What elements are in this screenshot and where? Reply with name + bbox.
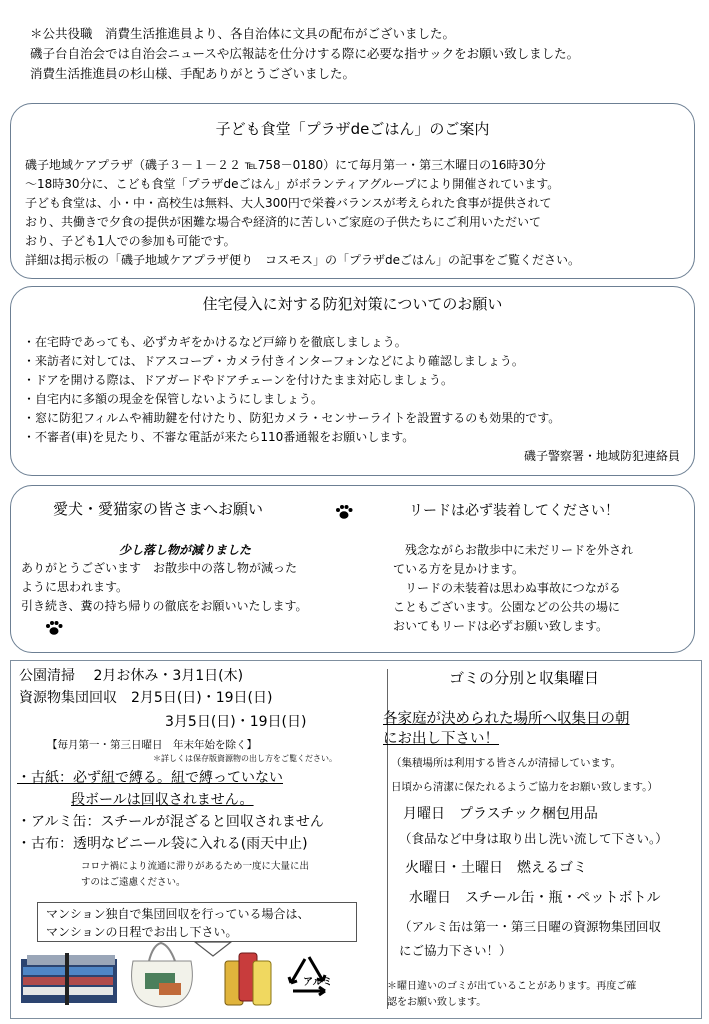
garbage-title: ゴミの分別と収集曜日	[449, 669, 600, 687]
garbage-note: （集積場所は利用する皆さんが清掃しています。	[391, 757, 622, 769]
pet-owners-section	[10, 485, 695, 653]
monday-note: （食品など中身は取り出し洗い流して下さい。）	[399, 831, 668, 846]
section-title-left: 愛犬・愛猫家の皆さまへお願い	[53, 500, 264, 518]
intro-line: 消費生活推進員の杉山様、手配ありがとうございました。	[30, 66, 356, 81]
mansion-note	[37, 902, 357, 942]
section-title: 住宅侵入に対する防犯対策についてのお願い	[202, 295, 503, 313]
body-line: 磯子地域ケアプラザ（磯子３－１－２２ ℡758－0180）にて毎月第一・第三木曜日の16時30分	[25, 158, 546, 172]
intro-line: 磯子台自治会では自治会ニュースや広報誌を仕分けする際に必要な指サックをお願い致しました。	[30, 46, 580, 61]
aluminum-rule: ・アルミ缶：スチールが混ざると回収されません	[17, 814, 324, 830]
body-line: 子ども食堂は、小・中・高校生は無料、大人300円で栄養バランスが考えられた食事が提供されて	[25, 196, 552, 210]
body-line: おいてもリードは必ずお願い致します。	[393, 619, 609, 633]
corona-note-cont: すのはご遠慮ください。	[81, 877, 186, 888]
wednesday-schedule: 水曜日 スチール缶・瓶・ペットボトル	[409, 890, 661, 906]
body-line: ありがとうございます お散歩中の落し物が減った	[21, 561, 298, 575]
intro-notice	[30, 24, 579, 84]
paper-rule-cont: 段ボールは回収されません。	[71, 792, 254, 808]
body-line: ～18時30分に、こども食堂「プラザdeごはん」がボランティアグループにより開催されています。	[25, 177, 560, 191]
newspaper-bundle-icon	[15, 945, 125, 1011]
wednesday-note-cont: にご協力下さい！）	[399, 943, 512, 958]
pets-left-body	[21, 559, 308, 616]
cloth-bag-icon	[119, 939, 205, 1011]
body-line: ・窓に防犯フィルムや補助鍵を付けたり、防犯カメラ・センサーライトを設置するのも効果的です。	[23, 411, 561, 425]
body-line: ・在宅時であっても、必ずカギをかけるなど戸締りを徹底しましょう。	[23, 335, 407, 349]
body-line: ている方を見かけます。	[393, 562, 525, 576]
garbage-note-cont: 日頃から清潔に保たれるようご協力をお願い致します。）	[391, 781, 658, 793]
garbage-intro-cont: にお出し下さい！	[383, 731, 499, 747]
park-cleaning: 公園清掃 2月お休み・3月1日(木)	[19, 668, 244, 684]
pets-subtitle: 少し落し物が減りました	[119, 543, 252, 557]
collection-schedule: 【毎月第一・第三日曜日 年末年始を除く】	[47, 739, 257, 751]
collection-detail-note: ＊詳しくは保存版資源物の出し方をご覧ください。	[153, 754, 337, 763]
body-line: 引き続き、糞の持ち帰りの徹底をお願いいたします。	[21, 599, 308, 613]
collection-feb: 資源物集団回収 2月5日(日)・19日(日)	[19, 690, 273, 706]
monday-schedule: 月曜日 プラスチック梱包用品	[403, 806, 598, 822]
body-line: おり、共働きで夕食の提供が困難な場合や経済的に苦しいご家庭の子供たちにご利用いただいて	[25, 215, 542, 229]
section-title: 子ども食堂「プラザdeごはん」のご案内	[215, 120, 490, 138]
aluminum-recycle-mark-icon	[279, 951, 339, 1007]
kodomo-shokudo-section	[10, 103, 695, 279]
garbage-intro: 各家庭が決められた場所へ収集日の朝	[383, 711, 630, 727]
body-line: ・不審者(車)を見たり、不審な電話が来たら110番通報をお願いします。	[23, 430, 415, 444]
mansion-line: マンション独自で集団回収を行っている場合は、	[46, 907, 310, 921]
body-line: 詳細は掲示板の「磯子地域ケアプラザ便り コスモス」の「プラザdeごはん」の記事をご覧ください。	[25, 253, 581, 267]
cloth-rule: ・古布：透明なビニール袋に入れる(雨天中止)	[17, 836, 308, 852]
burnable-schedule: 火曜日・土曜日 燃えるゴミ	[405, 860, 587, 876]
section-body	[25, 156, 580, 270]
body-line: おり、子ども1人での参加も可能です。	[25, 234, 236, 248]
collection-mar: 3月5日(日)・19日(日)	[165, 714, 307, 730]
body-line: ・来訪者に対しては、ドアスコープ・カメラ付きインターフォンなどにより確認しましょう。	[23, 354, 524, 368]
body-line: ・自宅内に多額の現金を保管しないようにしましょう。	[23, 392, 324, 406]
corona-note: コロナ禍により流通に滞りがあるため一度に大量に出	[81, 861, 310, 872]
cans-icon	[221, 947, 277, 1009]
paper-rule: ・古紙：必ず紐で縛る。紐で縛っていない	[17, 770, 283, 786]
warning-note-cont: 認をお願い致します。	[387, 997, 487, 1008]
signature: 磯子警察署・地域防犯連絡員	[523, 449, 680, 463]
section-title-right: リードは必ず装着してください！	[409, 503, 619, 519]
crime-prevention-section	[10, 286, 695, 476]
body-line: ・ドアを開ける際は、ドアガードやドアチェーンを付けたまま対応しましょう。	[23, 373, 453, 387]
body-line: こともございます。公園などの公共の場に	[393, 600, 621, 614]
aluminum-label: アルミ	[303, 977, 333, 988]
paw-icon	[335, 504, 353, 520]
wednesday-note: （アルミ缶は第一・第三日曜の資源物集団回収	[399, 919, 662, 934]
pets-right-body	[393, 541, 633, 636]
recycle-and-garbage-section	[10, 660, 702, 1019]
body-line: リードの未装着は思わぬ事故につながる	[393, 581, 621, 595]
warning-note: ＊曜日違いのゴミが出ていることがあります。再度ご確	[387, 981, 637, 992]
intro-line: ＊公共役職 消費生活推進員より、各自治体に文具の配布がございました。	[30, 26, 456, 41]
body-line: ように思われます。	[21, 580, 129, 594]
section-body	[23, 333, 560, 447]
mansion-line: マンションの日程でお出し下さい。	[46, 925, 238, 939]
paw-icon	[45, 620, 63, 636]
body-line: 残念ながらお散歩中に未だリードを外され	[393, 543, 634, 557]
